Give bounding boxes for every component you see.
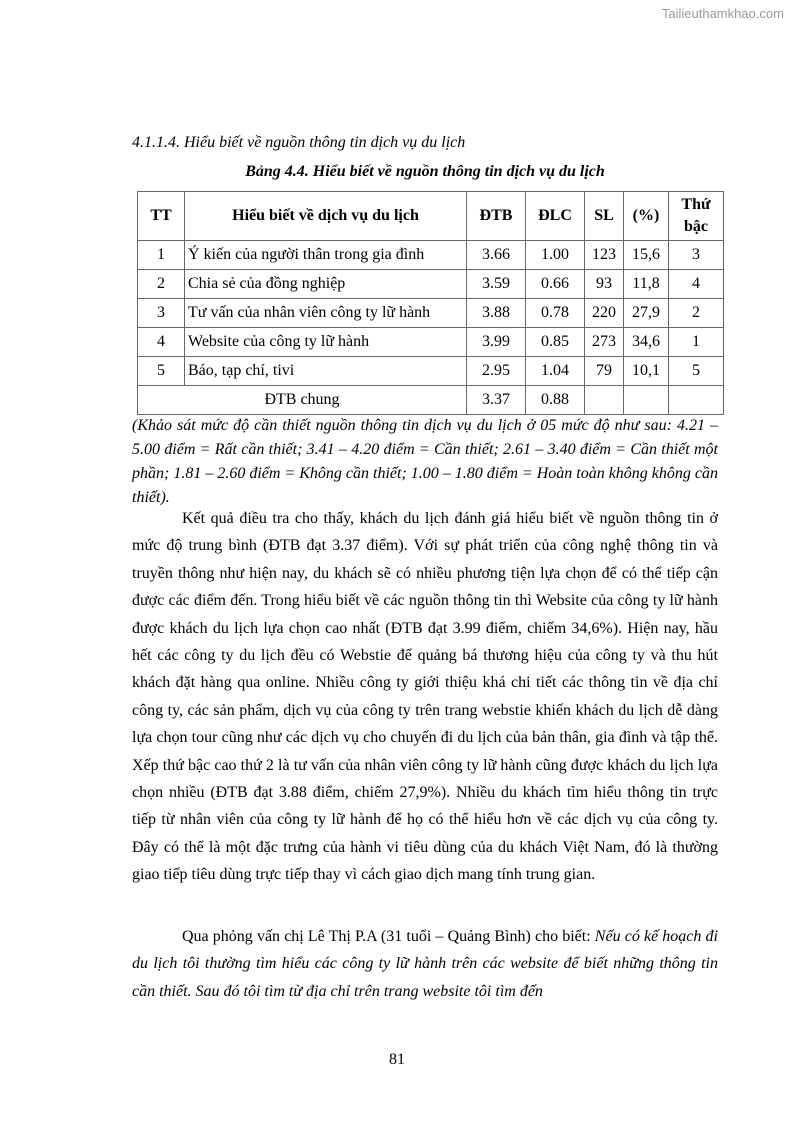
cell-tt: 4 [138,328,185,357]
cell-rank: 5 [669,357,724,386]
cell-tt: 2 [138,270,185,299]
cell-description: Ý kiến của người thân trong gia đình [185,241,467,270]
cell-rank: 3 [669,241,724,270]
summary-dlc: 0.88 [526,386,585,415]
table-row [138,357,724,386]
cell-rank: 1 [669,328,724,357]
summary-empty-cell [585,386,624,415]
table-header-row [138,192,724,241]
cell-sl: 93 [585,270,624,299]
header-percent: (%) [624,192,669,241]
cell-dtb: 3.66 [467,241,526,270]
summary-label: ĐTB chung [138,386,467,415]
cell-tt: 5 [138,357,185,386]
cell-percent: 10,1 [624,357,669,386]
summary-empty-cell [669,386,724,415]
summary-dtb: 3.37 [467,386,526,415]
cell-percent: 34,6 [624,328,669,357]
interview-quote: Nếu có kế hoạch đi du lịch tôi thường tìm hiểu các công ty lữ hành trên các website để biết những thông tin cần thiết. Sau đó tôi tìm từ địa chỉ trên trang website tôi tìm đến [132,928,719,1000]
interview-lead: Qua phỏng vấn chị Lê Thị P.A (31 tuổi – Quảng Bình) cho biết: [182,928,595,945]
cell-sl: 123 [585,241,624,270]
cell-rank: 4 [669,270,724,299]
cell-percent: 15,6 [624,241,669,270]
cell-description: Báo, tạp chí, tivi [185,357,467,386]
table-summary-row [138,386,724,415]
cell-percent: 27,9 [624,299,669,328]
header-description: Hiểu biết về dịch vụ du lịch [185,192,467,241]
cell-dtb: 3.99 [467,328,526,357]
cell-dtb: 2.95 [467,357,526,386]
header-tt: TT [138,192,185,241]
data-table [137,191,724,415]
cell-sl: 220 [585,299,624,328]
cell-dtb: 3.59 [467,270,526,299]
cell-percent: 11,8 [624,270,669,299]
table-row [138,241,724,270]
cell-dlc: 1.04 [526,357,585,386]
interview-paragraph [132,923,718,1005]
cell-dlc: 0.66 [526,270,585,299]
cell-tt: 1 [138,241,185,270]
cell-sl: 79 [585,357,624,386]
section-heading: 4.1.1.4. Hiểu biết về nguồn thông tin dịch vụ du lịch [132,134,466,151]
table-row [138,270,724,299]
header-dlc: ĐLC [526,192,585,241]
table-caption: Bảng 4.4. Hiểu biết về nguồn thông tin dịch vụ du lịch [245,163,605,180]
cell-dtb: 3.88 [467,299,526,328]
cell-dlc: 0.85 [526,328,585,357]
cell-description: Chia sẻ của đồng nghiệp [185,270,467,299]
cell-dlc: 0.78 [526,299,585,328]
page-number: 81 [389,1051,405,1068]
header-dtb: ĐTB [467,192,526,241]
table-row [138,299,724,328]
cell-tt: 3 [138,299,185,328]
header-sl: SL [585,192,624,241]
table-row [138,328,724,357]
cell-rank: 2 [669,299,724,328]
cell-description: Tư vấn của nhân viên công ty lữ hành [185,299,467,328]
body-paragraph: Kết quả điều tra cho thấy, khách du lịch đánh giá hiểu biết về nguồn thông tin ở mức độ trung bình (ĐTB đạt 3.37 điểm). Với sự phát triển của công nghệ thông tin và truyền thông như hiện nay, du khách sẽ có nhiều phương tiện lựa chọn để có thể tiếp cận được các điểm đến. Trong hiểu biết về các nguồn thông tin thì Website của công ty lữ hành được khách du lịch lựa chọn cao nhất (ĐTB đạt 3.99 điểm, chiếm 34,6%). Hiện nay, hầu hết các công ty du lịch đều có Webstie để quảng bá thương hiệu của công ty và thu hút khách đặt hàng qua online. Nhiều công ty giới thiệu khá chi tiết các thông tin về địa chỉ công ty, các sản phẩm, dịch vụ của công ty trên trang webstie khiến khách du lịch dễ dàng lựa chọn tour cũng như các dịch vụ cho chuyến đi du lịch của bản thân, gia đình và tập thể. Xếp thứ bậc cao thứ 2 là tư vấn của nhân viên công ty lữ hành cũng được khách du lịch lựa chọn nhiều (ĐTB đạt 3.88 điểm, chiếm 27,9%). Nhiều du khách tìm hiểu thông tin trực tiếp từ nhân viên của công ty lữ hành để họ có thể hiểu hơn về các dịch vụ của công ty. Đây có thể là một đặc trưng của hành vi tiêu dùng của du khách Việt Nam, đó là thường giao tiếp tiêu dùng trực tiếp thay vì cách giao dịch mang tính trung gian. [132,510,718,884]
cell-sl: 273 [585,328,624,357]
cell-description: Website của công ty lữ hành [185,328,467,357]
table-note: (Khảo sát mức độ cần thiết nguồn thông tin dịch vụ du lịch ở 05 mức độ như sau: 4.21 – 5.00 điểm = Rất cần thiết; 3.41 – 4.20 điểm = Cần thiết; 2.61 – 3.40 điểm = Cần thiết một phần; 1.81 – 2.60 điểm = Không cần thiết; 1.00 – 1.80 điểm = Hoàn toàn không không cần thiết). [132,417,718,506]
summary-empty-cell [624,386,669,415]
header-rank: Thứ bậc [669,192,724,241]
cell-dlc: 1.00 [526,241,585,270]
watermark: Tailieuthamkhao.com [661,6,784,21]
